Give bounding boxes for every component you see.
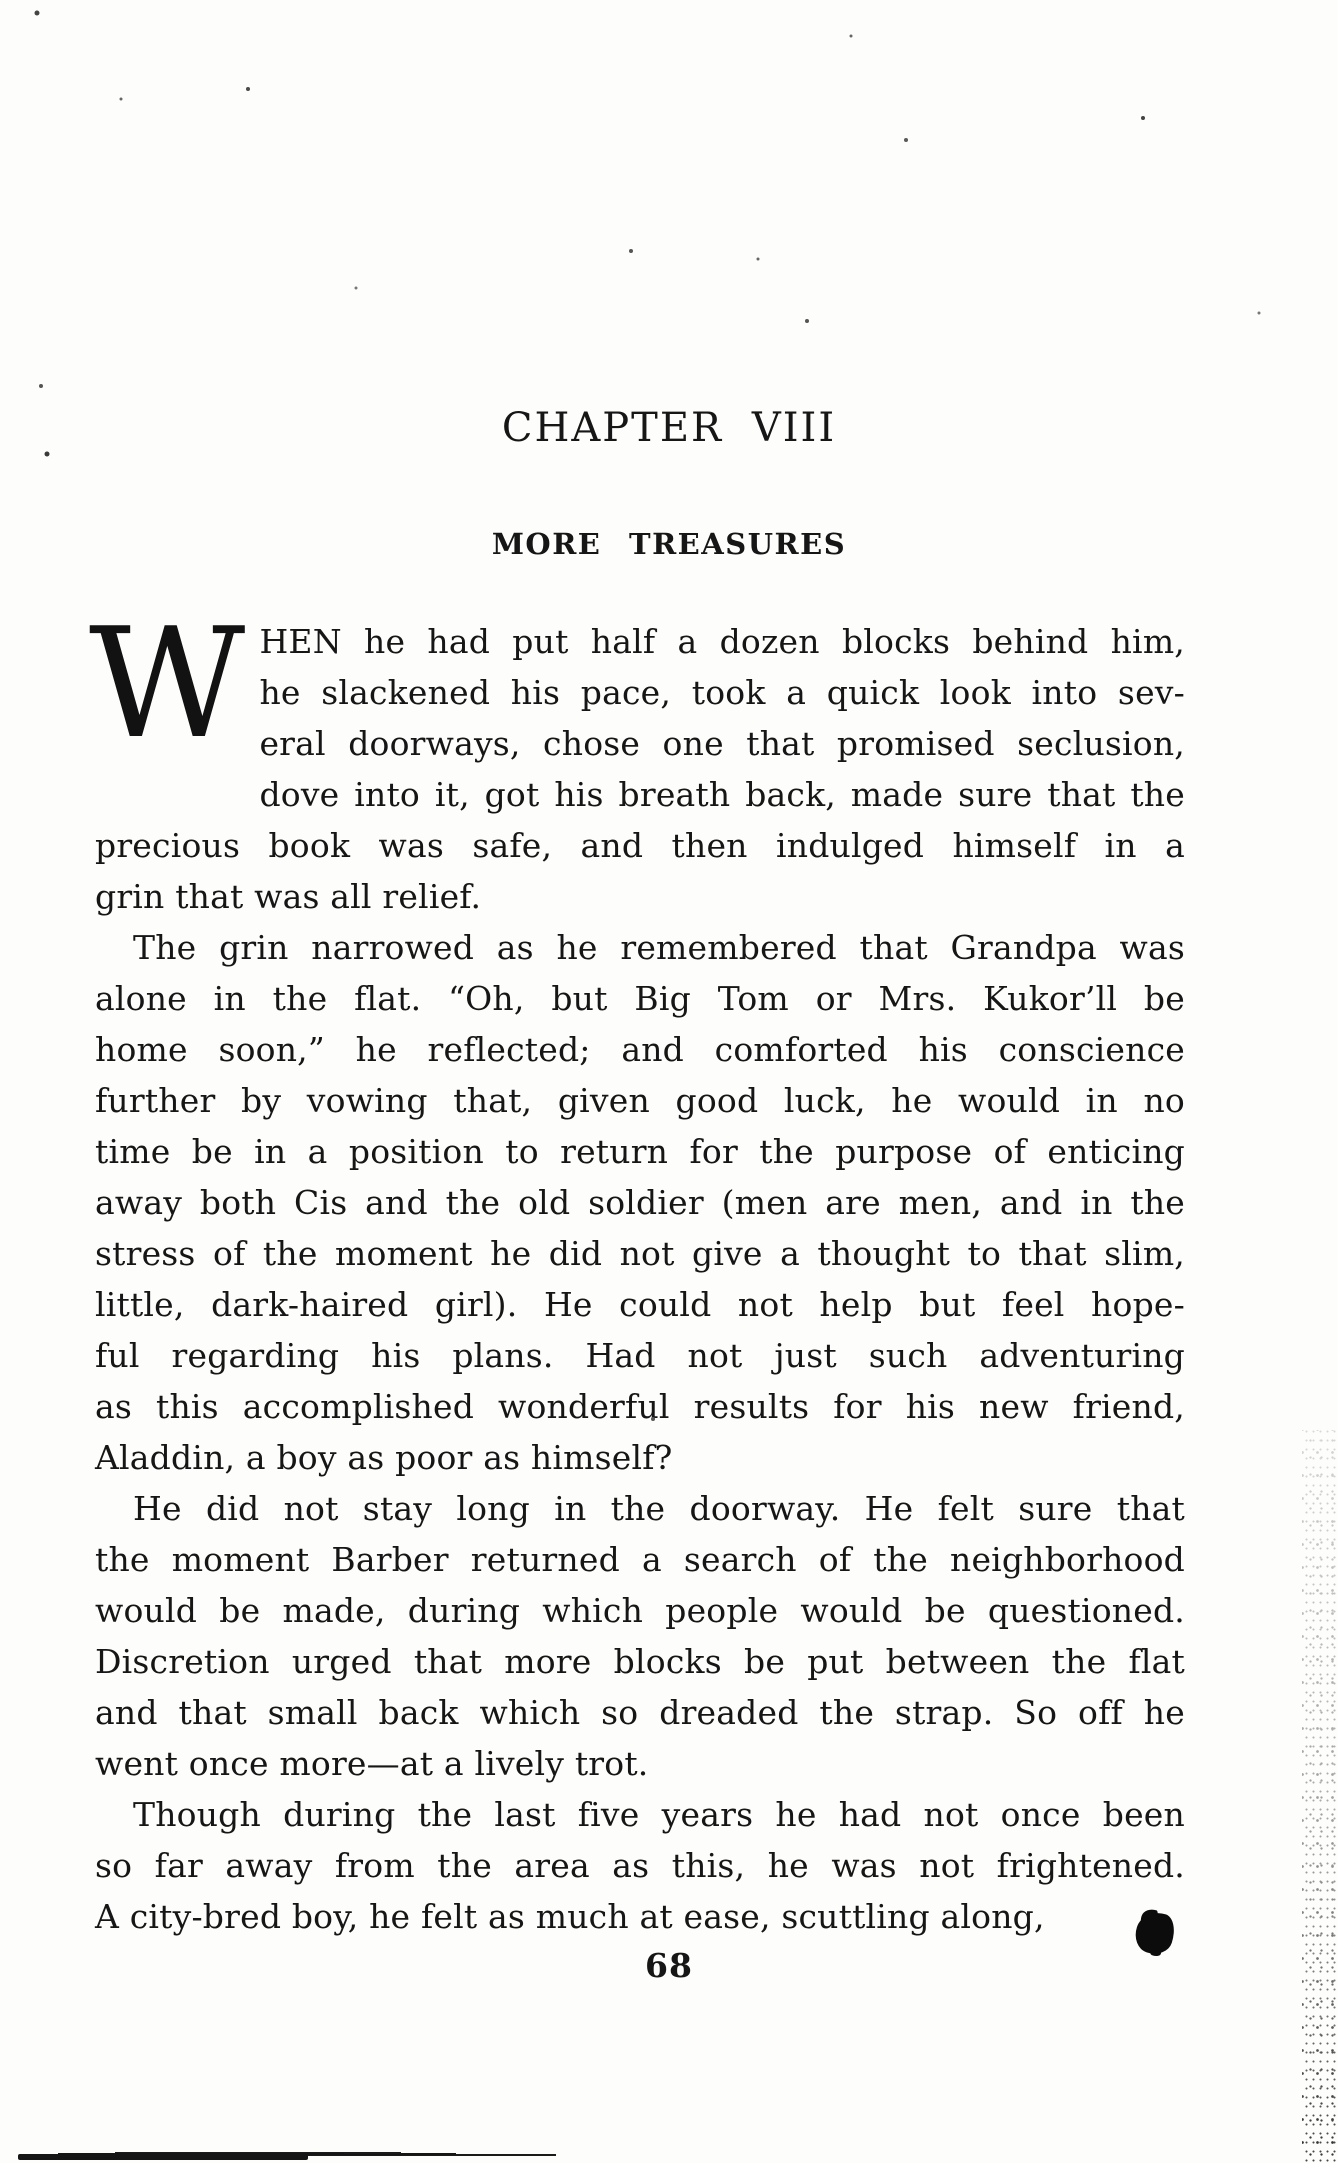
- text-line: away both Cis and the old soldier (men are men, and in the: [95, 1183, 1185, 1222]
- page-number: 68: [645, 1946, 693, 1985]
- text-line: The grin narrowed as he remembered that Grandpa was: [133, 928, 1185, 967]
- paragraph: [95, 922, 1185, 1483]
- text-line: would be made, during which people would be questioned.: [95, 1591, 1185, 1630]
- scan-dust-specks: [0, 0, 2, 2]
- text-line: Though during the last five years he had not once been: [133, 1795, 1185, 1834]
- text-line: dove into it, got his breath back, made sure that the: [259, 775, 1185, 814]
- text-line: ful regarding his plans. Had not just such adventuring: [95, 1336, 1185, 1375]
- text-line: Discretion urged that more blocks be put between the flat: [95, 1642, 1185, 1681]
- text-line: alone in the flat. “Oh, but Big Tom or Mrs. Kukor’ll be: [95, 979, 1185, 1018]
- text-line: as this accomplished wonderful results for his new friend,: [95, 1387, 1185, 1426]
- text-line: A city-bred boy, he felt as much at ease, scuttling along,: [95, 1897, 1045, 1936]
- drop-cap: W: [89, 595, 246, 772]
- scan-noise-right-edge: [1302, 1430, 1338, 2163]
- paragraph: [95, 1483, 1185, 1789]
- text-line: stress of the moment he did not give a thought to that slim,: [95, 1234, 1185, 1273]
- text-line: precious book was safe, and then indulged himself in a: [95, 826, 1185, 865]
- text-line: the moment Barber returned a search of the neighborhood: [95, 1540, 1185, 1579]
- text-line: so far away from the area as this, he was not frightened.: [95, 1846, 1185, 1885]
- paragraph: [95, 1789, 1185, 1942]
- paragraph: [89, 595, 1185, 922]
- text-line: HEN he had put half a dozen blocks behind him,: [259, 622, 1185, 661]
- scan-smudge-bottom: [18, 2154, 308, 2160]
- text-line: He did not stay long in the doorway. He felt sure that: [133, 1489, 1185, 1528]
- text-line: went once more—at a lively trot.: [95, 1744, 649, 1783]
- text-line: time be in a position to return for the purpose of enticing: [95, 1132, 1185, 1171]
- text-line: he slackened his pace, took a quick look into sev-: [259, 673, 1185, 712]
- text-line: and that small back which so dreaded the strap. So off he: [95, 1693, 1185, 1732]
- text-line: further by vowing that, given good luck, he would in no: [95, 1081, 1185, 1120]
- body-text: [89, 595, 1185, 1942]
- text-line: little, dark-haired girl). He could not help but feel hope-: [95, 1285, 1185, 1324]
- text-line: home soon,” he reflected; and comforted his conscience: [95, 1030, 1185, 1069]
- chapter-title: CHAPTER VIII: [501, 405, 837, 451]
- text-line: eral doorways, chose one that promised seclusion,: [259, 724, 1185, 763]
- text-line: grin that was all relief.: [95, 877, 482, 916]
- text-line: Aladdin, a boy as poor as himself?: [95, 1438, 673, 1477]
- section-title: MORE TREASURES: [491, 527, 847, 561]
